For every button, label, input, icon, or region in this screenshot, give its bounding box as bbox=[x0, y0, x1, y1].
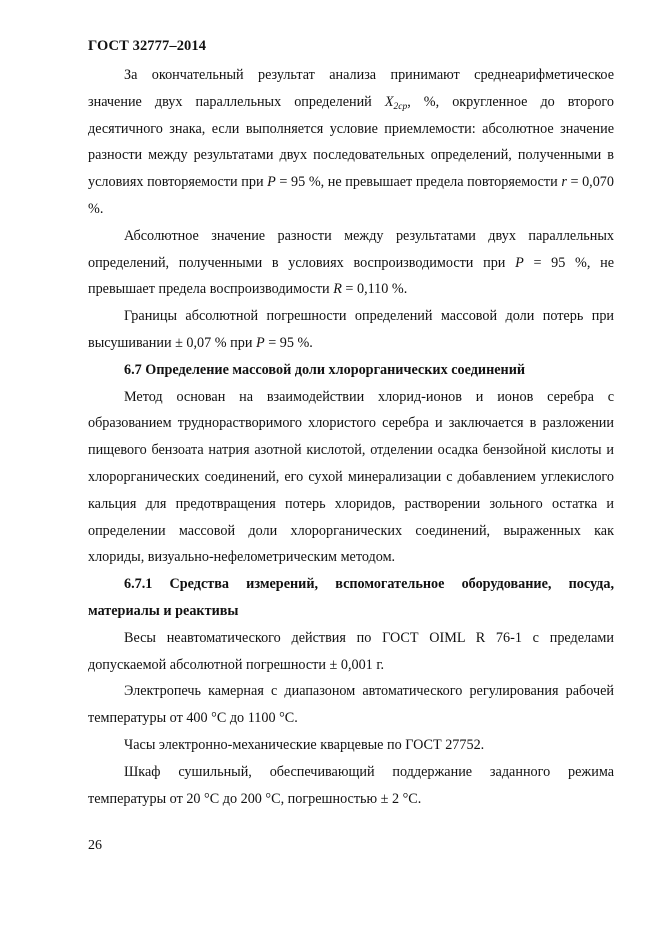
equipment-item-furnace: Электропечь камерная с диапазоном автоматического регулирования рабочей температуры от 400 °С до 1100 °С. bbox=[88, 683, 614, 727]
paragraph-method: Метод основан на взаимодействии хлорид-ионов и ионов серебра с образованием труднорастворимого хлористого серебра и заключается в разложении пищевого бензоата натрия азотной кислотой, отделении осадка бензойной кислоты и хлорорганических соединений, его сухой минерализации с добавлением углекислого кальция для предотвращения потерь хлоридов, растворении зольного остатка и определении массовой доли хлорорганических соединений, выраженных как хлориды, визуально-нефелометрическим методом. bbox=[88, 388, 614, 566]
variable-p: P bbox=[267, 174, 276, 191]
section-heading-6-7-1: 6.7.1 Средства измерений, вспомогательное оборудование, посуда, материалы и реактивы bbox=[88, 576, 614, 619]
document-body bbox=[88, 62, 614, 812]
section-heading-6-7: 6.7 Определение массовой доли хлорорганических соединений bbox=[124, 361, 526, 378]
variable-x-subscript: 2ср bbox=[393, 101, 408, 112]
variable-x bbox=[385, 94, 407, 110]
paragraph-final-result bbox=[88, 62, 614, 223]
document-header: ГОСТ 32777–2014 bbox=[88, 38, 207, 54]
variable-r-upper: R bbox=[333, 281, 342, 298]
text-span: = 0,110 %. bbox=[341, 281, 408, 298]
equipment-item-drying-cabinet: Шкаф сушильный, обеспечивающий поддержание заданного режима температуры от 20 °С до 200 °С, погрешностью ± 2 °С. bbox=[88, 763, 614, 807]
text-span: , %, округленное до второго десятичного знака, если выполняется условие приемлемости: абсолютное значение разности между результатами двух последовательных определений, полученными в условиях повторяемости при bbox=[88, 93, 614, 191]
text-span: = 95 %, не превышает предела повторяемости bbox=[275, 174, 562, 191]
variable-p: P bbox=[255, 334, 265, 351]
text-span: = 0,070 %. bbox=[88, 174, 614, 217]
text-span: Абсолютное значение разности между результатами двух параллельных определений, полученными в условиях воспроизводимости при bbox=[88, 227, 614, 271]
text-span: За окончательный результат анализа принимают среднеарифметическое значение двух параллельных определений bbox=[88, 67, 614, 110]
variable-p: P bbox=[515, 254, 524, 271]
page-number: 26 bbox=[88, 838, 102, 853]
paragraph-reproducibility bbox=[88, 223, 614, 303]
equipment-item-scales: Весы неавтоматического действия по ГОСТ OIML R 76-1 с пределами допускаемой абсолютной погрешности ± 0,001 г. bbox=[88, 629, 614, 673]
equipment-item-clock: Часы электронно-механические кварцевые по ГОСТ 27752. bbox=[124, 736, 485, 753]
text-span: = 95 %. bbox=[264, 334, 313, 351]
variable-x-letter: X bbox=[384, 93, 394, 110]
text-span: = 95 %, не превышает предела воспроизводимости bbox=[88, 254, 615, 298]
paragraph-error-bounds bbox=[88, 303, 614, 357]
variable-r: r bbox=[561, 174, 567, 191]
text-span: Границы абсолютной погрешности определений массовой доли потерь при высушивании ± 0,07 % при bbox=[88, 308, 614, 351]
